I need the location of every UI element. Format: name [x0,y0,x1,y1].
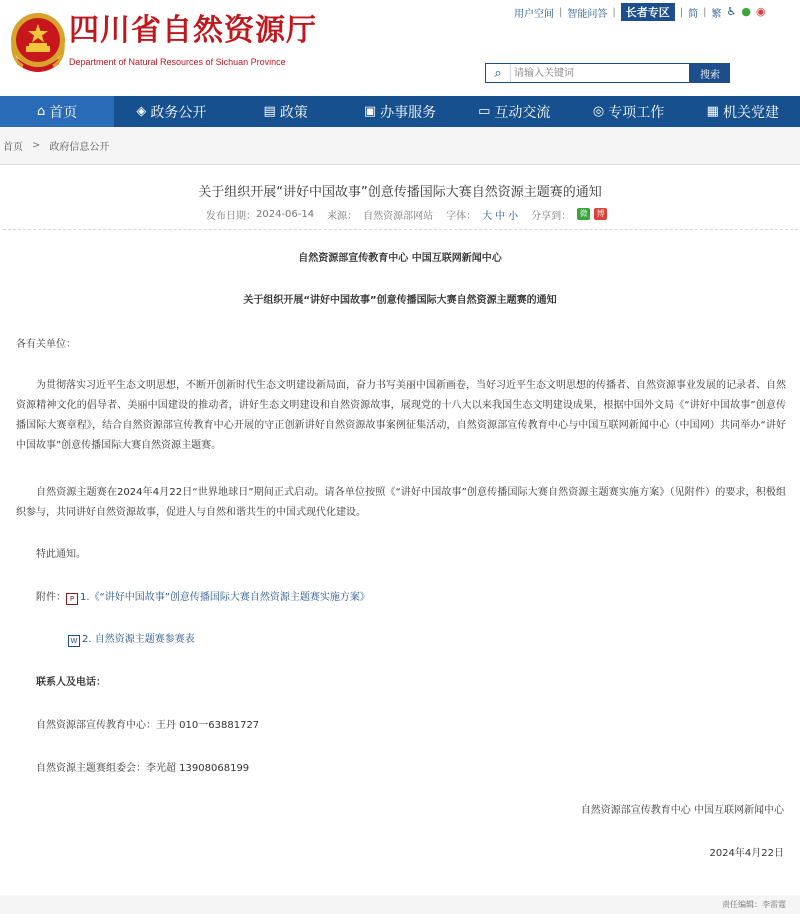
weibo-icon[interactable]: ◉ [755,5,766,18]
signature: 自然资源部宣传教育中心 中国互联网新闻中心 [580,805,784,816]
paragraph-1: 为贯彻落实习近平生态文明思想，不断开创新时代生态文明建设新局面，奋力书写美丽中国新画卷，当好习近平生态文明思想的传播者、自然资源事业发展的记录者、自然资源精神文化的倡导者、美丽中国建设的推动者，讲好生态文明建设和自然资源故事，展现党的十八大以来我国生态文明建设成果，根据中国外文局《“讲好中国故事”创意传播国际大赛章程》，结合自然资源部宣传教育中心开展的守正创新讲好自然资源故事案例征集活动，自然资源部宣传教育中心与中国互联网新闻中心（中国网）共同举办“讲好中国故事”创意传播国际大赛自然资源主题赛。 [16,380,786,451]
attachment-link-2[interactable]: 2. 自然资源主题赛参赛表 [82,634,195,645]
site-header [0,0,800,96]
breadcrumb [0,127,800,165]
home-icon: ⌂ [37,104,46,119]
attachment-label: 附件： [36,592,66,603]
contact-1: 自然资源部宣传教育中心：王丹 010一63881727 [36,720,260,731]
main-nav [0,96,800,127]
breadcrumb-separator: > [32,140,41,151]
top-links [514,3,766,21]
nav-label: 办事服务 [380,104,437,121]
shield-icon: ◈ [136,104,147,119]
font-large-button[interactable]: 大 [482,210,493,222]
article [0,165,800,914]
publish-date: 2024-06-14 [256,208,315,220]
breadcrumb-home[interactable]: 首页 [3,142,23,153]
site-subtitle: Department of Natural Resources of Sichuan Province [69,57,286,67]
paragraph-2: 自然资源主题赛在2024年4月22日“世界地球日”期间正式启动。请各单位按照《“讲好中国故事”创意传播国际大赛自然资源主题赛实施方案》（见附件）的要求，积极组织参与，共同讲好自然资源故事，促进人与自然和谐共生的中国式现代化建设。 [16,487,786,518]
search-input[interactable] [514,65,686,81]
nav-label: 政务公开 [150,104,207,121]
smart-qa-link[interactable]: 智能问答 [567,8,608,20]
issuer-line: 自然资源部宣传教育中心 中国互联网新闻中心 [298,253,502,264]
editor-text: 责任编辑：李雷霆 [722,900,786,909]
user-space-link[interactable]: 用户空间 [514,8,554,20]
nav-label: 政策 [279,104,308,121]
article-title: 关于组织开展“讲好中国故事”创意传播国际大赛自然资源主题赛的通知 [198,185,602,200]
share-weibo-icon[interactable]: 博 [594,208,607,220]
nav-item-services[interactable] [343,96,457,127]
nav-item-home[interactable] [0,96,114,127]
party-icon: ▦ [706,104,719,119]
divider: | [559,6,563,18]
nav-label: 互动交流 [494,104,551,121]
nav-item-special-work[interactable] [571,96,685,127]
share-label: 分享到： [531,210,572,222]
font-label: 字体： [446,210,477,222]
divider: | [612,6,616,18]
nav-item-interaction[interactable] [457,96,571,127]
nav-item-party-building[interactable] [686,96,800,127]
nav-label: 专项工作 [608,104,665,121]
search-button[interactable]: 搜索 [690,63,730,83]
attachment-row-2 [68,630,195,650]
article-meta [206,207,607,221]
traditional-link[interactable]: 繁 [711,8,722,20]
attachment-row-1 [36,588,370,608]
signature-date: 2024年4月22日 [709,848,784,859]
wechat-icon[interactable]: ● [741,5,751,18]
chat-icon: ▭ [478,104,491,119]
elder-zone-button[interactable]: 长者专区 [621,3,675,21]
nav-item-policy[interactable] [229,96,343,127]
inner-title: 关于组织开展“讲好中国故事”创意传播国际大赛自然资源主题赛的通知 [243,295,557,306]
site-title: 四川省自然资源厅 [69,13,317,48]
editor-bar [0,895,800,914]
target-icon: ◎ [592,104,605,119]
search-icon: ⌕ [486,64,511,82]
nav-label: 首页 [49,104,78,121]
pdf-icon: P [66,593,78,605]
nav-item-government-affairs[interactable] [114,96,228,127]
salutation: 各有关单位： [16,339,76,350]
special-notice: 特此通知。 [36,549,86,560]
source-value: 自然资源部网站 [363,210,434,222]
font-small-button[interactable]: 小 [508,210,519,222]
divider: | [703,6,707,18]
publish-label: 发布日期： [206,210,256,222]
nav-label: 机关党建 [722,104,779,121]
breadcrumb-current[interactable]: 政府信息公开 [49,142,110,153]
simplified-link[interactable]: 简 [688,8,699,20]
document-icon: ▤ [263,104,276,119]
source-label: 来源： [327,210,358,222]
doc-icon: W [68,635,80,647]
title-divider [3,229,798,230]
accessibility-icon[interactable]: ♿ [726,5,737,18]
attachment-link-1[interactable]: 1.《“讲好中国故事”创意传播国际大赛自然资源主题赛实施方案》 [80,592,370,603]
service-icon: ▣ [363,104,377,119]
share-wechat-icon[interactable]: 微 [577,208,590,220]
national-emblem-icon [9,10,67,74]
contact-title: 联系人及电话： [36,677,106,688]
search-box [485,63,690,83]
font-medium-button[interactable]: 中 [495,210,506,222]
divider: | [679,6,684,18]
contact-2: 自然资源主题赛组委会：李光超 13908068199 [36,763,250,774]
